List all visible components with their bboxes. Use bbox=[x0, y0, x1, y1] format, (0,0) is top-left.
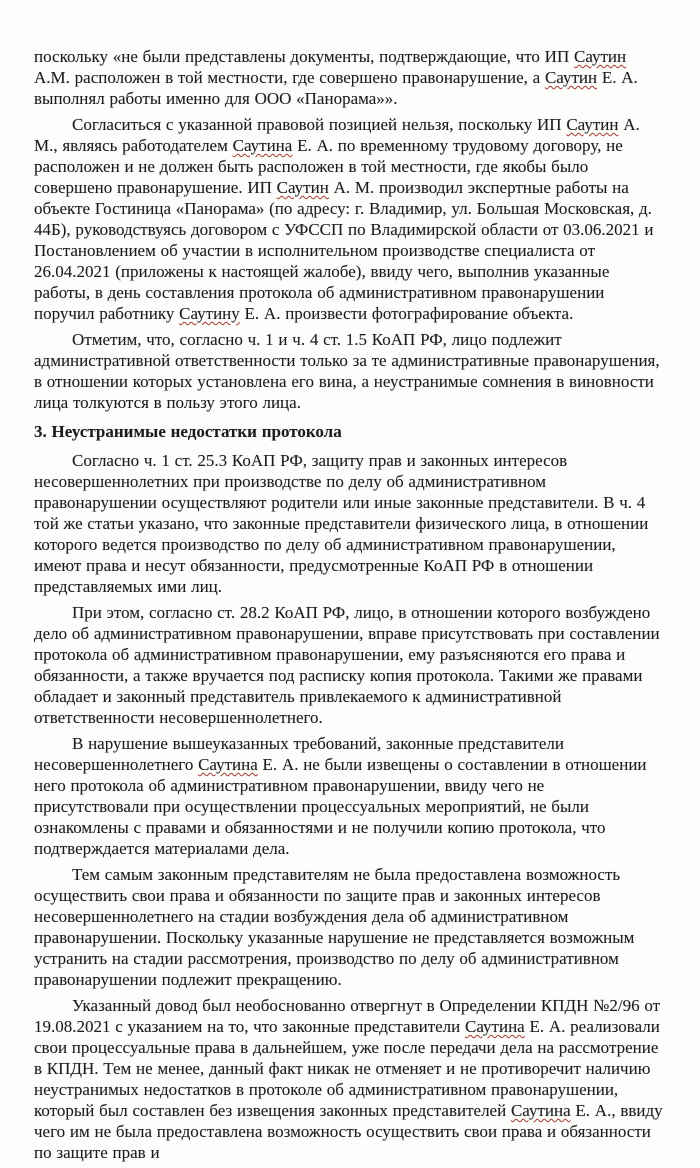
text-run: При этом, согласно ст. 28.2 КоАП РФ, лицо, в отношении которого возбуждено дело об административном правонарушении, вправе присутствовать при составлении протокола об административном правонарушении, ему разъясняются его права и обязанности, а также вручается под расписку копия протокола. Такими же правами обладает и законный представитель привлекаемого к административной ответственности несовершеннолетнего. bbox=[34, 603, 660, 727]
paragraph bbox=[34, 114, 663, 324]
misspelled-word: Саутин bbox=[573, 47, 627, 66]
misspelled-word: Саутин bbox=[276, 178, 329, 197]
text-run: А. М. производил экспертные работы на объекте Гостиница «Панорама» (по адресу: г. Владимир, ул. Большая Московская, д. 44Б), руководствуясь договором с УФССП по Владимирской области от 03.06.2021 и Постановлением об участии в исполнительном производстве специалиста от 26.04.2021 (приложены к настоящей жалобе), ввиду чего, выполнив указанные работы, в день составления протокола об административном правонарушении поручил работнику bbox=[34, 178, 654, 323]
text-run: Е. А., ввиду чего им не была предоставлена возможность осуществить свои права и обязанности по защите прав и bbox=[34, 1101, 663, 1162]
text-run: Указанный довод был необоснованно отвергнут в Определении КПДН №2/96 от 19.08.2021 с указанием на то, что законные представители bbox=[34, 996, 661, 1036]
text-run: Согласиться с указанной правовой позицией нельзя, поскольку ИП bbox=[72, 115, 567, 134]
paragraph bbox=[34, 450, 663, 597]
text-run: Отметим, что, согласно ч. 1 и ч. 4 ст. 1.5 КоАП РФ, лицо подлежит административной ответственности только за те административные правонарушения, в отношении которых установлена его вина, а неустранимые сомнения в виновности лица толкуются в пользу этого лица. bbox=[34, 330, 660, 412]
text-run: А. М., являясь работодателем bbox=[34, 115, 640, 155]
paragraph bbox=[34, 329, 663, 413]
misspelled-word: Саутина bbox=[465, 1017, 525, 1036]
paragraph bbox=[34, 733, 663, 859]
text-run: поскольку «не были представлены документы, подтверждающие, что ИП bbox=[34, 47, 574, 66]
text-run: Е. А. не были извещены о составлении в отношении него протокола об административном правонарушении, ввиду чего не присутствовали при осуществлении процессуальных мероприятий, не были ознакомлены с правами и обязанностями и не получили копию протокола, что подтверждается материалами дела. bbox=[34, 755, 647, 858]
text-run: А.М. расположен в той местности, где совершено правонарушение, а bbox=[34, 68, 545, 87]
misspelled-word: Саутина bbox=[198, 755, 258, 774]
text-run: В нарушение вышеуказанных требований, законные представители несовершеннолетнего bbox=[34, 734, 564, 774]
text-run: 3. Неустранимые недостатки протокола bbox=[34, 422, 342, 441]
text-run: Е. А. реализовали свои процессуальные права в дальнейшем, уже после передачи дела на рассмотрение в КПДН. Тем не менее, данный факт никак не отменяет и не противоречит наличию неустранимых недостатков в протоколе об административном правонарушении, который был составлен без извещения законных представителей bbox=[34, 1017, 660, 1120]
paragraph bbox=[34, 46, 663, 109]
text-run: Е. А. произвести фотографирование объекта. bbox=[239, 304, 574, 323]
misspelled-word: Саутин bbox=[566, 115, 619, 134]
paragraph bbox=[34, 602, 663, 728]
section-heading bbox=[34, 421, 663, 442]
text-run: Тем самым законным представителям не была предоставлена возможность осуществить свои права и обязанности по защите прав и законных интересов несовершеннолетнего на стадии возбуждения дела об административном правонарушении. Поскольку указанные нарушение не представляется возможным устранить на стадии рассмотрения, производство по делу об административном правонарушении подлежит прекращению. bbox=[34, 865, 635, 989]
paragraph bbox=[34, 995, 663, 1163]
paragraph bbox=[34, 864, 663, 990]
misspelled-word: Саутин bbox=[544, 68, 598, 87]
misspelled-word: Саутину bbox=[179, 304, 240, 323]
document-text bbox=[34, 46, 663, 1168]
text-run: Е. А. по временному трудовому договору, не расположен и не должен быть расположен в той местности, где якобы было совершено правонарушение. ИП bbox=[34, 136, 623, 197]
text-run: Е. А. выполнял работы именно для ООО «Панорама»». bbox=[34, 68, 638, 108]
misspelled-word: Саутина bbox=[232, 136, 293, 155]
misspelled-word: Саутина bbox=[510, 1101, 571, 1120]
text-run: Согласно ч. 1 ст. 25.3 КоАП РФ, защиту прав и законных интересов несовершеннолетних при производстве по делу об административном правонарушении осуществляют родители или иные законные представители. В ч. 4 той же статьи указано, что законные представители физического лица, в отношении которого ведется производство по делу об административном правонарушении, имеют права и несут обязанности, предусмотренные КоАП РФ в отношении представляемых ими лиц. bbox=[34, 451, 649, 596]
